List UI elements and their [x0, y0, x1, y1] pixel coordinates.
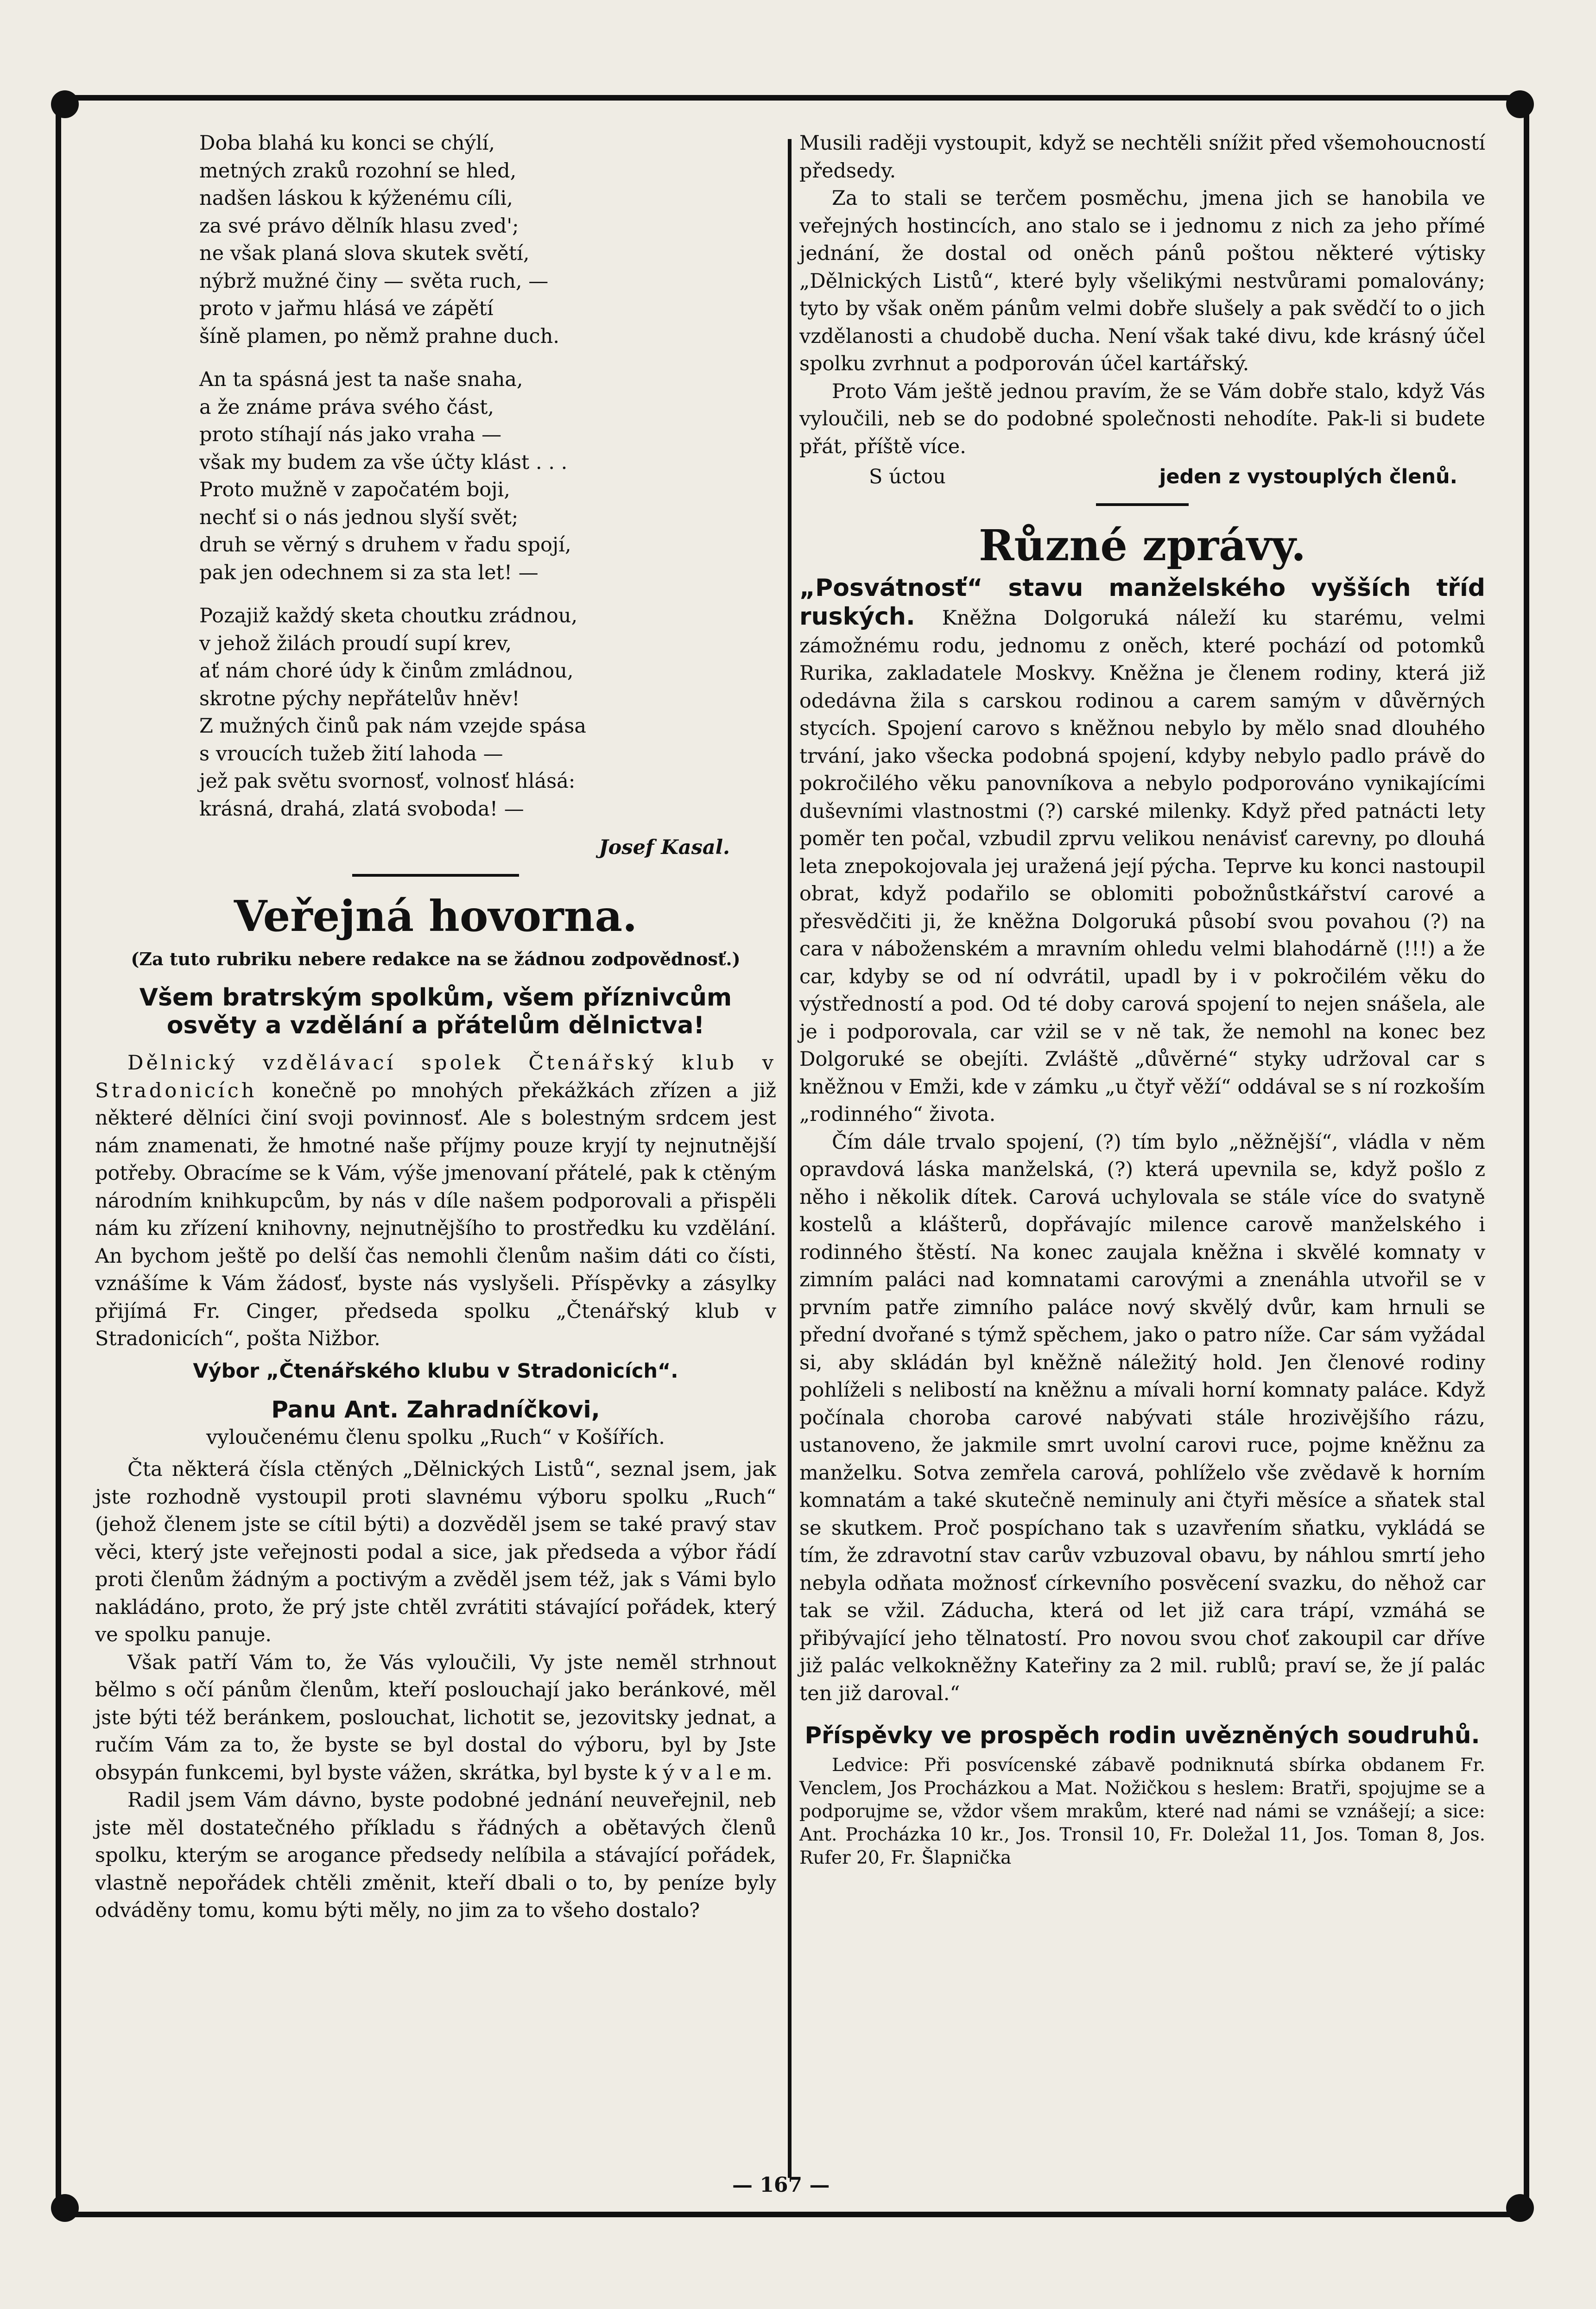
- poem-line: metných zraků rozohní se hled,: [199, 159, 517, 183]
- letter-continuation: Proto Vám ještě jednou pravím, že se Vám dobře stalo, když Vás vyloučili, neb se do podobné společnosti nehodíte. Pak-li si budete přát, příště více.: [799, 380, 1485, 458]
- poem-stanza: [199, 602, 776, 823]
- poem-line: ať nám choré údy k činům zmládnou,: [199, 659, 574, 683]
- poem-line: šíně plamen, po němž prahne duch.: [199, 324, 560, 348]
- poem-line: proto stíhají nás jako vraha —: [199, 423, 502, 446]
- contributions-heading: Příspěvky ve prospěch rodin uvězněných soudruhů.: [804, 1722, 1480, 1749]
- left-column: [95, 130, 776, 1925]
- news-text: Kněžna Dolgoruká náleží ku starému, velmi zámožnému rodu, jednomu z oněch, které pochází od potomků Rurika, zakladatele Moskvy. Kněžna je členem rodiny, která již odedávna žila s carskou rodinou a carem samým v důvěrných stycích. Spojení carovo s kněžnou nebylo by mělo snad dlouhého trvání, jako všecka podobná spojení, kdyby nebylo padlo právě do pokročilého věku panovníkova a nebylo podporováno vynikajícími duševními vlastnostmi (?) carské milenky. Když před patnácti lety poměr ten počal, vzbudil zprvu velikou nenávisť carevny, po dlouhá leta znepokojovala jej uražená její pýcha. Teprve ku konci nastoupil obrat, když podařilo se oblomiti pobožnůstkářství carové a přesvědčiti ji, že kněžna Dolgoruká působí svou povahou (?) na cara v náboženském a mravním ohledu velmi blahodárně (!!!) a že car, kdyby se od ní odvrátil, upadl by i v pokročilém věku do výstředností a pod. Od té doby carová spojení to nejen snášela, ale je i podporovala, car vżil se v ně tak, že nemohl na konec bez Dolgoruké se obejíti. Zvláště „důvěrné“ styky udržoval car s kněžnou v Emži, kde v zámku „u čtyř věží“ oddával se s ní rozkoším „rodinného“ života.: [799, 607, 1485, 1126]
- letter-addressee: Panu Ant. Zahradníčkovi,: [271, 1396, 600, 1423]
- letter-paragraph: Však patří Vám to, že Vás vyloučili, Vy jste neměl strhnout bělmo s očí pánům členům, kteří poslouchají jako beránkové, měl jste býti též beránkem, poslouchat, lichotit se, jezovitsky jednat, a ručím Vám za to, že byste se byl dostal do výboru, byl by Jste obsypán funkcemi, byl byste vážen, skrátka, byl byste k ý v a l e m.: [95, 1651, 776, 1784]
- poem-line: skrotne pýchy nepřátelův hněv!: [199, 687, 520, 710]
- poem-line: s vroucích tužeb žití lahoda —: [199, 742, 503, 765]
- section-heading-public-forum: Veřejná hovorna.: [234, 891, 638, 941]
- letter-closing: [869, 463, 1457, 491]
- letter-paragraph: Čta některá čísla ctěných „Dělnických Listů“, seznal jsem, jak jste rozhodně vystoupil proti slavnému výboru spolku „Ruch“ (jehož členem jste se cítil býti) a dozvěděl jsem se také pravý stav věci, který jste veřejnosti podal a sice, jak předseda a výbor řádí proti členům žádným a poctivým a zvěděl jsem též, jak s Vámi bylo nakládáno, proto, že prý jste chtěl zvrátiti stávající pořádek, který ve spolku panuje.: [95, 1458, 776, 1646]
- poem-line: Pozajiž každý sketa choutku zrádnou,: [199, 604, 578, 627]
- frame-corner-ornament: [51, 2194, 79, 2222]
- poem-line: a že známe práva svého část,: [199, 395, 494, 419]
- closing-signature: jeden z vystouplých členů.: [1159, 465, 1457, 488]
- section-separator: [1096, 503, 1189, 506]
- poem-line: Proto mužně v započatém boji,: [199, 478, 510, 501]
- poem-line: An ta spásná jest ta naše snaha,: [199, 368, 523, 391]
- appeal-headline: Všem bratrským spolkům, všem příznivcům osvěty a vzdělání a přátelům dělnictva!: [139, 984, 732, 1039]
- news-title: „Posvátnosť“ stavu manželského vyšších tříd ruských.: [799, 574, 1485, 631]
- appeal-signature: Výbor „Čtenářského klubu v Stradonicích“.: [193, 1359, 678, 1383]
- news-paragraph: [799, 575, 1485, 1129]
- poem: [95, 130, 776, 823]
- appeal-paragraph: [95, 1050, 776, 1353]
- poem-line: nýbrž mužné činy — světa ruch, —: [199, 269, 549, 293]
- frame-corner-ornament: [51, 90, 79, 118]
- poem-line: v jehož žilách proudí supí krev,: [199, 632, 512, 655]
- poem-line: krásná, drahá, zlatá svoboda! —: [199, 797, 524, 821]
- poem-author: Josef Kasal.: [599, 836, 730, 859]
- poem-line: Z mužných činů pak nám vzejde spása: [199, 715, 586, 738]
- poem-line: za své právo dělník hlasu zved';: [199, 214, 519, 238]
- contributions-list: Ledvice: Při posvícenské zábavě podniknutá sbírka obdanem Fr. Venclem, Jos Procházkou a Mat. Nožičkou s heslem: Bratři, spojujme se a podporujme se, vždor všem mrakům, které nad námi se vznášejí; a sice: Ant. Procházka 10 kr., Jos. Tronsil 10, Fr. Doležal 11, Jos. Toman 8, Jos. Rufer 20, Fr. Šlapnička: [799, 1755, 1485, 1868]
- section-heading-news: Různé zprávy.: [978, 520, 1306, 570]
- letter-continuation: Za to stali se terčem posměchu, jmena jich se hanobila ve veřejných hostincích, ano stalo se i jednomu z nich za jeho přímé jednání, že dostal od oněch pánů poštou některé výtisky „Dělnických Listů“, které byly všelikými nestvůrami pomalovány; tyto by však oněm pánům velmi dobře slušely a pak svědčí to o jich vzdělanosti a chudobě ducha. Není však také divu, kde krásný účel spolku zvrhnut a podporován účel kartářský.: [799, 187, 1485, 375]
- poem-line: druh se věrný s druhem v řadu spojí,: [199, 533, 571, 557]
- section-separator: [352, 874, 519, 877]
- editorial-disclaimer: (Za tuto rubriku nebere redakce na se žádnou zodpovědnosť.): [131, 948, 741, 969]
- frame-corner-ornament: [1506, 2194, 1534, 2222]
- news-paragraph: Čím dále trvalo spojení, (?) tím bylo „něžnější“, vládla v něm opravdová láska manželská, (?) která upevnila se, když pošlo z něho i několik dítek. Carová uchylovala se stále více do svatyně kostelů a klášterů, dopřávajíc milence carově manželského i rodinného štěstí. Na konec zaujala kněžna i skvělé komnaty v zimním paláci nad komnatami carovými a znenáhla utvořil se v prvním patře zimního paláce nový skvělý dvůr, kam hrnuli se přední dvořané s týmž spěchem, jako o patro níže. Car sám vyžádal si, aby skládán byl kněžně náležitý hold. Jen členové rodiny pohlíželi s nelibostí na kněžnu a mívali horní komnaty paláce. Když počínala choroba carové nabývati stále hrozivějšího rázu, ustanoveno, že jakmile smrt uvolní carovi ruce, pojme kněžnu za manželku. Sotva zemřela carová, pohlíželo vše zvědavě k horním komnatám a také skutečně neminuly ani čtyři měsíce a sňatek stal se skutkem. Proč pospíchano tak s uzavřením sňatku, vykládá se tím, že zdravotní stav carův vzbuzoval obavu, by náhlou smrtí jeho nebyla odňata možnosť církevního posvěcení svazku, do něhož car tak se vžil. Záducha, která od let již cara trápí, vzmáhá se přibývající jeho tělnatostí. Pro novou svou choť zakoupil car dříve již palác velkokněžny Kateřiny za 2 mil. rublů; praví se, že jí palác ten již daroval.“: [799, 1130, 1485, 1705]
- poem-stanza: [199, 130, 776, 350]
- poem-line: však my budem za vše účty klást . . .: [199, 450, 568, 474]
- letter-addressee-detail: vyloučenému členu spolku „Ruch“ v Košířích.: [206, 1425, 665, 1449]
- poem-line: jež pak světu svornosť, volnosť hlásá:: [199, 770, 576, 793]
- frame-corner-ornament: [1506, 90, 1534, 118]
- poem-line: proto v jařmu hlásá ve zápětí: [199, 297, 494, 320]
- poem-line: nadšen láskou k kýženému cíli,: [199, 187, 513, 210]
- right-column: [799, 130, 1485, 1870]
- poem-line: nechť si o nás jednou slyší svět;: [199, 506, 519, 529]
- appeal-text: konečně po mnohých překážkách zřízen a již některé dělníci činí svoji povinnosť. Ale s bolestným srdcem jest nám znamenati, že hmotné naše příjmy pouze kryjí ty nejnutnější potřeby. Obracíme se k Vám, výše jmenovaní přátelé, pak k ctěným národním knihkupcům, by nás v díle našem podporovali a přispěli nám ku zřízení knihovny, nejnutnějšího to prostředku ku vzdělání. An bychom ještě po delší čas nemohli členům našim dáti co čísti, vznášíme k Vám žádosť, byste nás vyslyšeli. Příspěvky a zásylky přijímá Fr. Cinger, předseda spolku „Čtenářský klub v Stradonicích“, pošta Nižbor.: [95, 1079, 776, 1350]
- letter-continuation: Musili raději vystoupit, když se nechtěli snížit před všemohoucností předsedy.: [799, 132, 1485, 183]
- letter-paragraph: Radil jsem Vám dávno, byste podobné jednání neuveřejnil, neb jste měl dostatečného příkladu s řádných a obětavých členů spolku, kterým se arogance předsedy nelíbila a stávající pořádek, vlastně nepořádek chtěli změnit, kteří dbali o to, by peníze byly odváděny tomu, komu býti měly, no jim za to všeho dostalo?: [95, 1789, 776, 1922]
- poem-line: Doba blahá ku konci se chýlí,: [199, 132, 495, 155]
- column-divider: [788, 139, 792, 2178]
- poem-line: ne však planá slova skutek světí,: [199, 242, 530, 265]
- poem-line: pak jen odechnem si za sta let! —: [199, 561, 538, 584]
- club-name: Dělnický vzdělávací spolek Čtenářský klub v Stradonicích: [95, 1051, 776, 1102]
- page-number: — 167 —: [732, 2173, 830, 2197]
- closing-salutation: S úctou: [869, 465, 946, 488]
- poem-stanza: [199, 366, 776, 587]
